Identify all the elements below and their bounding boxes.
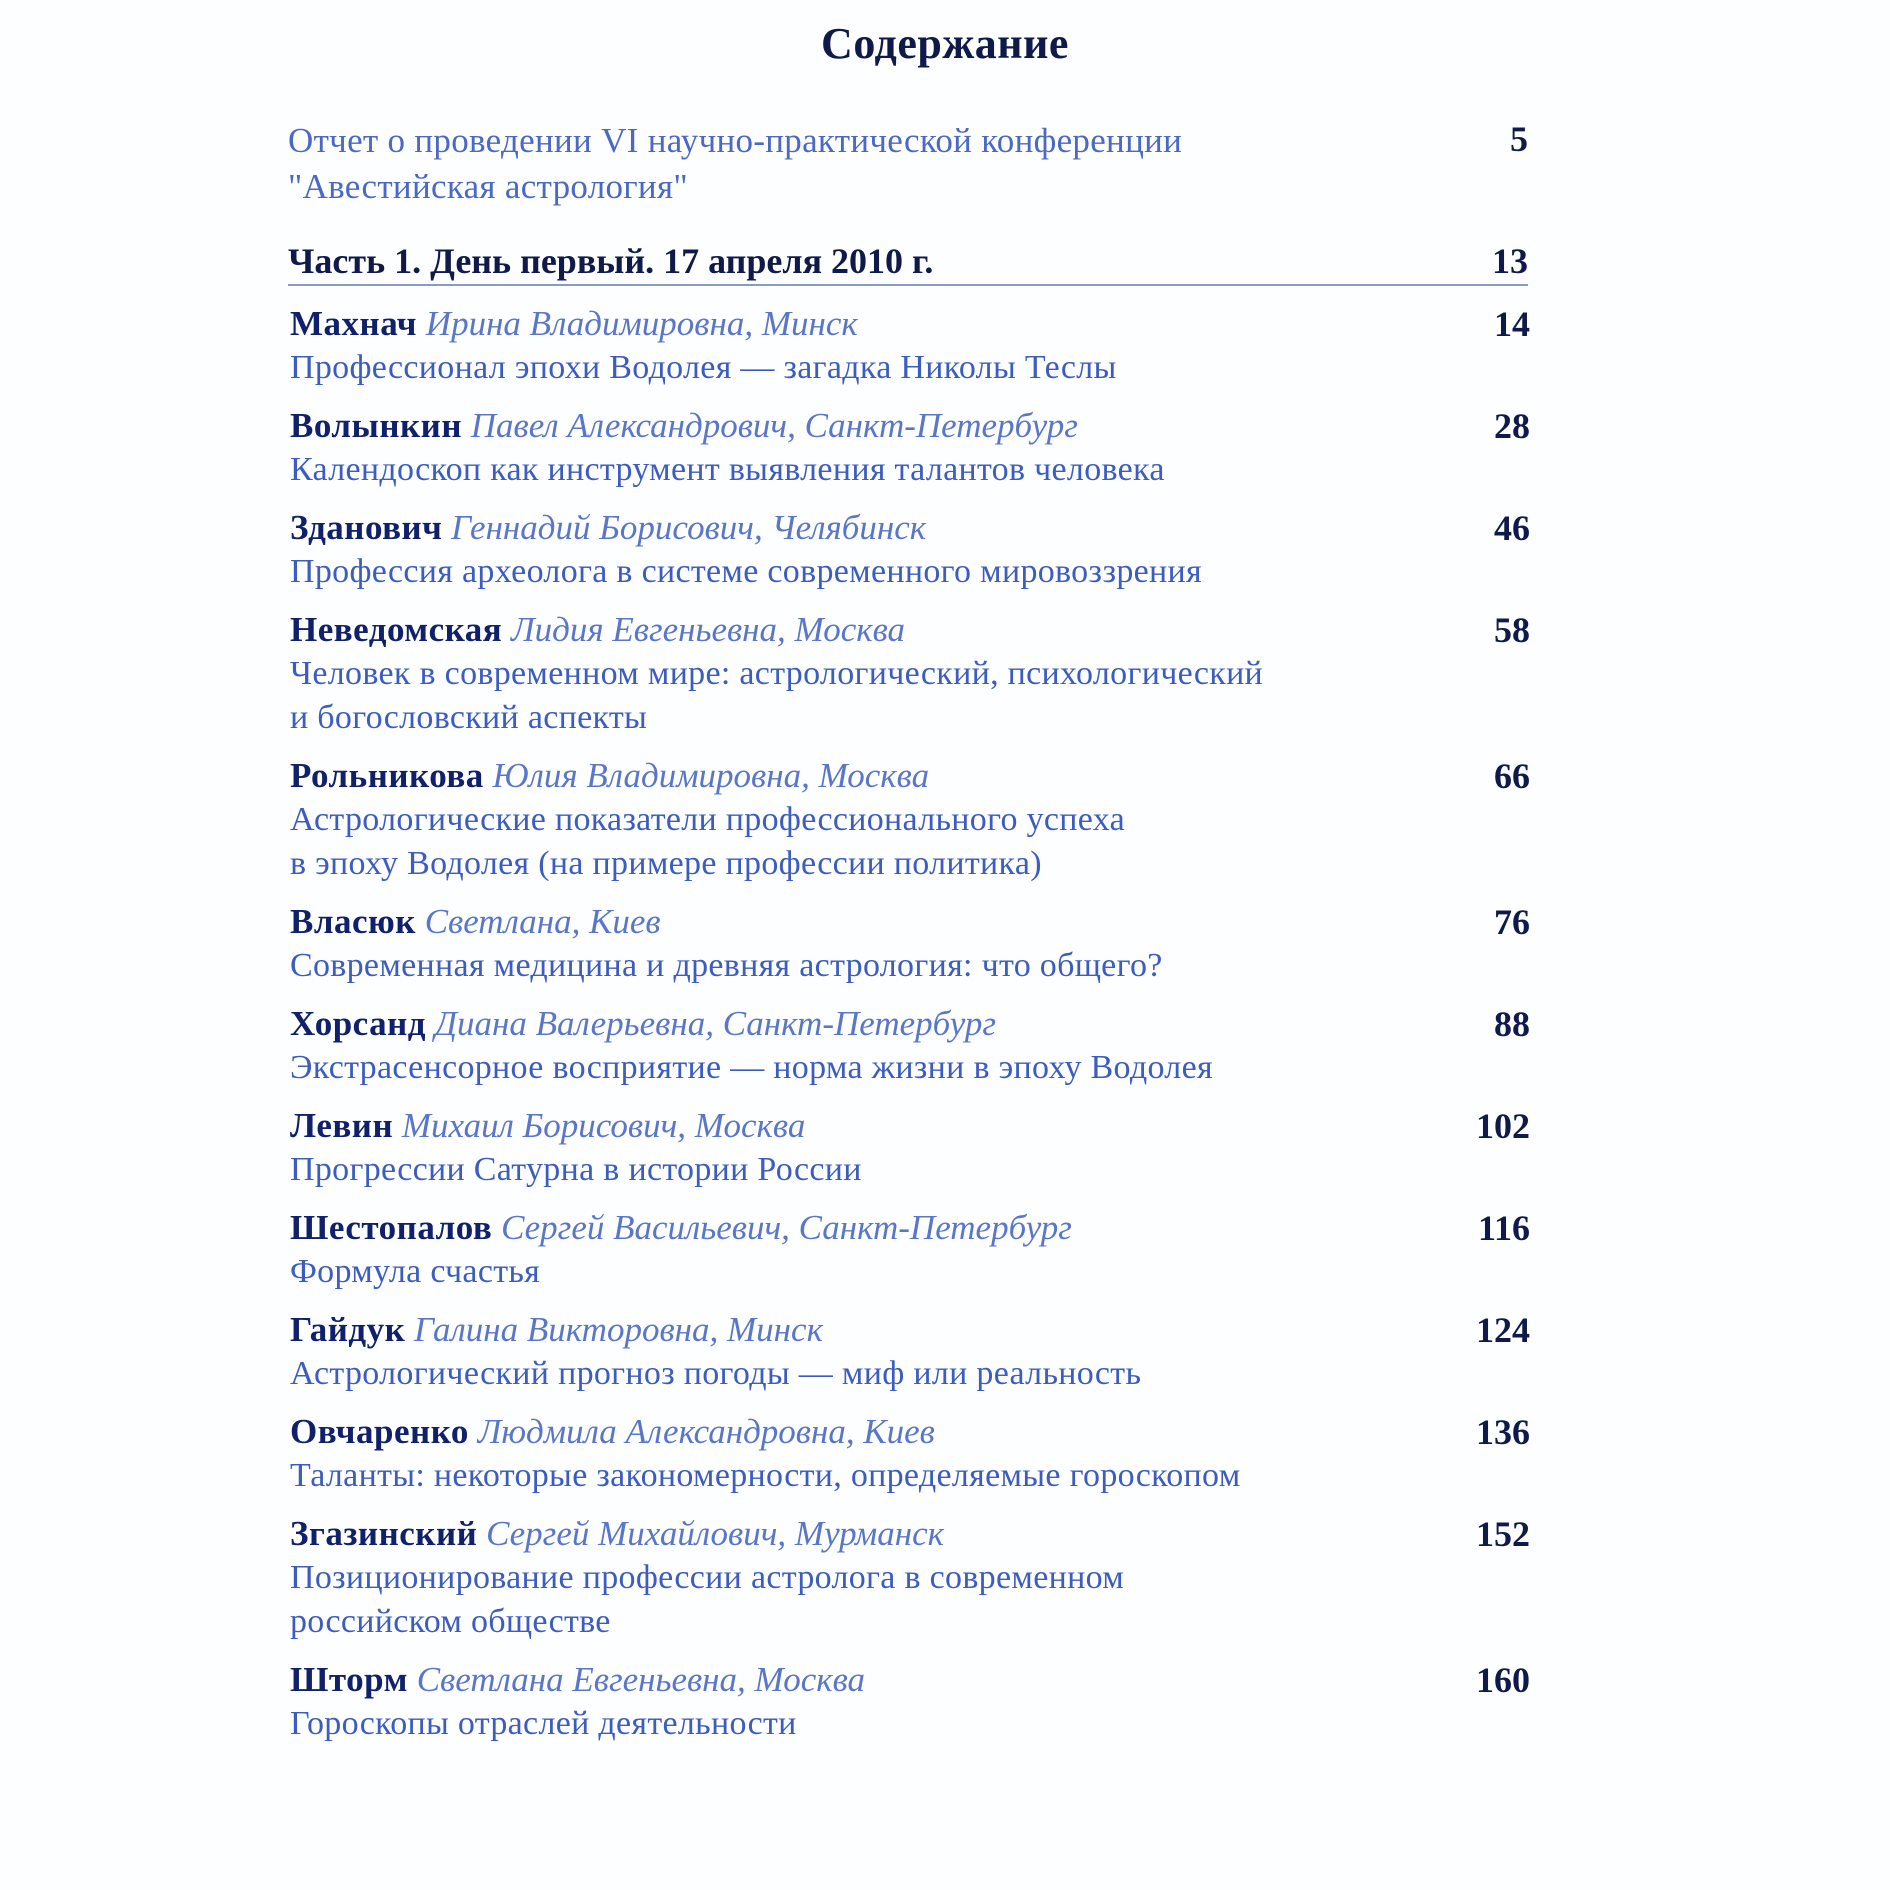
toc-intro-entry: [288, 118, 1528, 218]
article-title-line-1: Профессия археолога в системе современного мировоззрения: [290, 553, 1202, 590]
part-title: Часть 1. День первый. 17 апреля 2010 г.: [288, 241, 934, 281]
author-surname: Шторм: [290, 1660, 408, 1699]
entry-page-number: 136: [1476, 1412, 1530, 1452]
article-title-line-1: Астрологический прогноз погоды — миф или реальность: [290, 1355, 1142, 1392]
author-details: Ирина Владимировна, Минск: [425, 304, 858, 343]
author-details: Светлана Евгеньевна, Москва: [416, 1660, 866, 1699]
article-title-line-1: Профессионал эпохи Водолея — загадка Николы Теслы: [290, 349, 1117, 386]
article-title-line-1: Формула счастья: [290, 1253, 541, 1290]
author-surname: Власюк: [290, 902, 416, 941]
author-surname: Рольникова: [290, 756, 484, 795]
toc-entry: [290, 302, 1530, 390]
author-surname: Гайдук: [290, 1310, 406, 1349]
page-title: Содержание: [821, 19, 1069, 68]
author-surname: Згазинский: [290, 1514, 478, 1553]
article-title-line-1: Прогрессии Сатурна в истории России: [290, 1151, 862, 1188]
entry-page-number: 160: [1476, 1660, 1530, 1700]
article-title-line-1: Современная медицина и древняя астрология: что общего?: [290, 947, 1163, 984]
author-details: Михаил Борисович, Москва: [401, 1106, 806, 1145]
toc-entry: [290, 1410, 1530, 1498]
author-details: Светлана, Киев: [424, 902, 661, 941]
toc-entry: [290, 1308, 1530, 1396]
article-title-line-1: Гороскопы отраслей деятельности: [290, 1705, 797, 1742]
entry-page-number: 66: [1494, 756, 1530, 796]
author-details: Геннадий Борисович, Челябинск: [451, 508, 927, 547]
toc-entry: [290, 1104, 1530, 1192]
author-surname: Хорсанд: [290, 1004, 426, 1043]
author-details: Диана Валерьевна, Санкт-Петербург: [434, 1004, 997, 1043]
toc-entry: [290, 608, 1530, 740]
author-surname: Левин: [290, 1106, 394, 1145]
entry-page-number: 58: [1494, 610, 1530, 650]
intro-title-line-1: Отчет о проведении VI научно-практической конференции: [288, 121, 1183, 160]
entry-page-number: 88: [1494, 1004, 1530, 1044]
part-page-number: 13: [1492, 241, 1528, 281]
author-details: Галина Викторовна, Минск: [413, 1310, 823, 1349]
entry-page-number: 28: [1494, 406, 1530, 446]
toc-entry: [290, 506, 1530, 594]
toc-entry: [290, 1658, 1530, 1746]
article-title-line-2: и богословский аспекты: [290, 699, 648, 736]
author-surname: Махнач: [290, 304, 418, 343]
entry-page-number: 14: [1494, 304, 1530, 344]
author-surname: Овчаренко: [290, 1412, 469, 1451]
toc-entry: [290, 1512, 1530, 1644]
toc-entry: [290, 900, 1530, 988]
entry-page-number: 116: [1477, 1208, 1530, 1248]
part-heading: [288, 240, 1528, 286]
toc-entry: [290, 1206, 1530, 1294]
article-title-line-2: в эпоху Водолея (на примере профессии политика): [290, 845, 1042, 882]
entry-page-number: 102: [1476, 1106, 1530, 1146]
author-details: Людмила Александровна, Киев: [477, 1412, 935, 1451]
article-title-line-1: Человек в современном мире: астрологический, психологический: [290, 655, 1264, 692]
author-surname: Волынкин: [290, 406, 463, 445]
article-title-line-1: Таланты: некоторые закономерности, определяемые гороскопом: [290, 1457, 1241, 1494]
author-surname: Неведомская: [290, 610, 503, 649]
author-surname: Шестопалов: [290, 1208, 493, 1247]
intro-page-number: 5: [1510, 119, 1528, 159]
entry-page-number: 76: [1494, 902, 1530, 942]
toc-entry: [290, 404, 1530, 492]
intro-title-line-2: "Авестийская астрология": [288, 167, 688, 206]
author-details: Сергей Михайлович, Мурманск: [486, 1514, 945, 1553]
author-details: Сергей Васильевич, Санкт-Петербург: [501, 1208, 1072, 1247]
author-details: Павел Александрович, Санкт-Петербург: [470, 406, 1078, 445]
article-title-line-1: Позиционирование профессии астролога в современном: [290, 1559, 1125, 1596]
entry-page-number: 152: [1476, 1514, 1530, 1554]
article-title-line-1: Экстрасенсорное восприятие — норма жизни в эпоху Водолея: [290, 1049, 1213, 1086]
author-surname: Зданович: [290, 508, 443, 547]
author-details: Лидия Евгеньевна, Москва: [510, 610, 906, 649]
entry-page-number: 124: [1476, 1310, 1530, 1350]
author-details: Юлия Владимировна, Москва: [492, 756, 930, 795]
article-title-line-2: российском обществе: [290, 1603, 611, 1640]
article-title-line-1: Астрологические показатели профессионального успеха: [290, 801, 1125, 838]
toc-entry: [290, 754, 1530, 886]
toc-entry: [290, 1002, 1530, 1090]
article-title-line-1: Календоскоп как инструмент выявления талантов человека: [290, 451, 1165, 488]
entry-page-number: 46: [1494, 508, 1530, 548]
